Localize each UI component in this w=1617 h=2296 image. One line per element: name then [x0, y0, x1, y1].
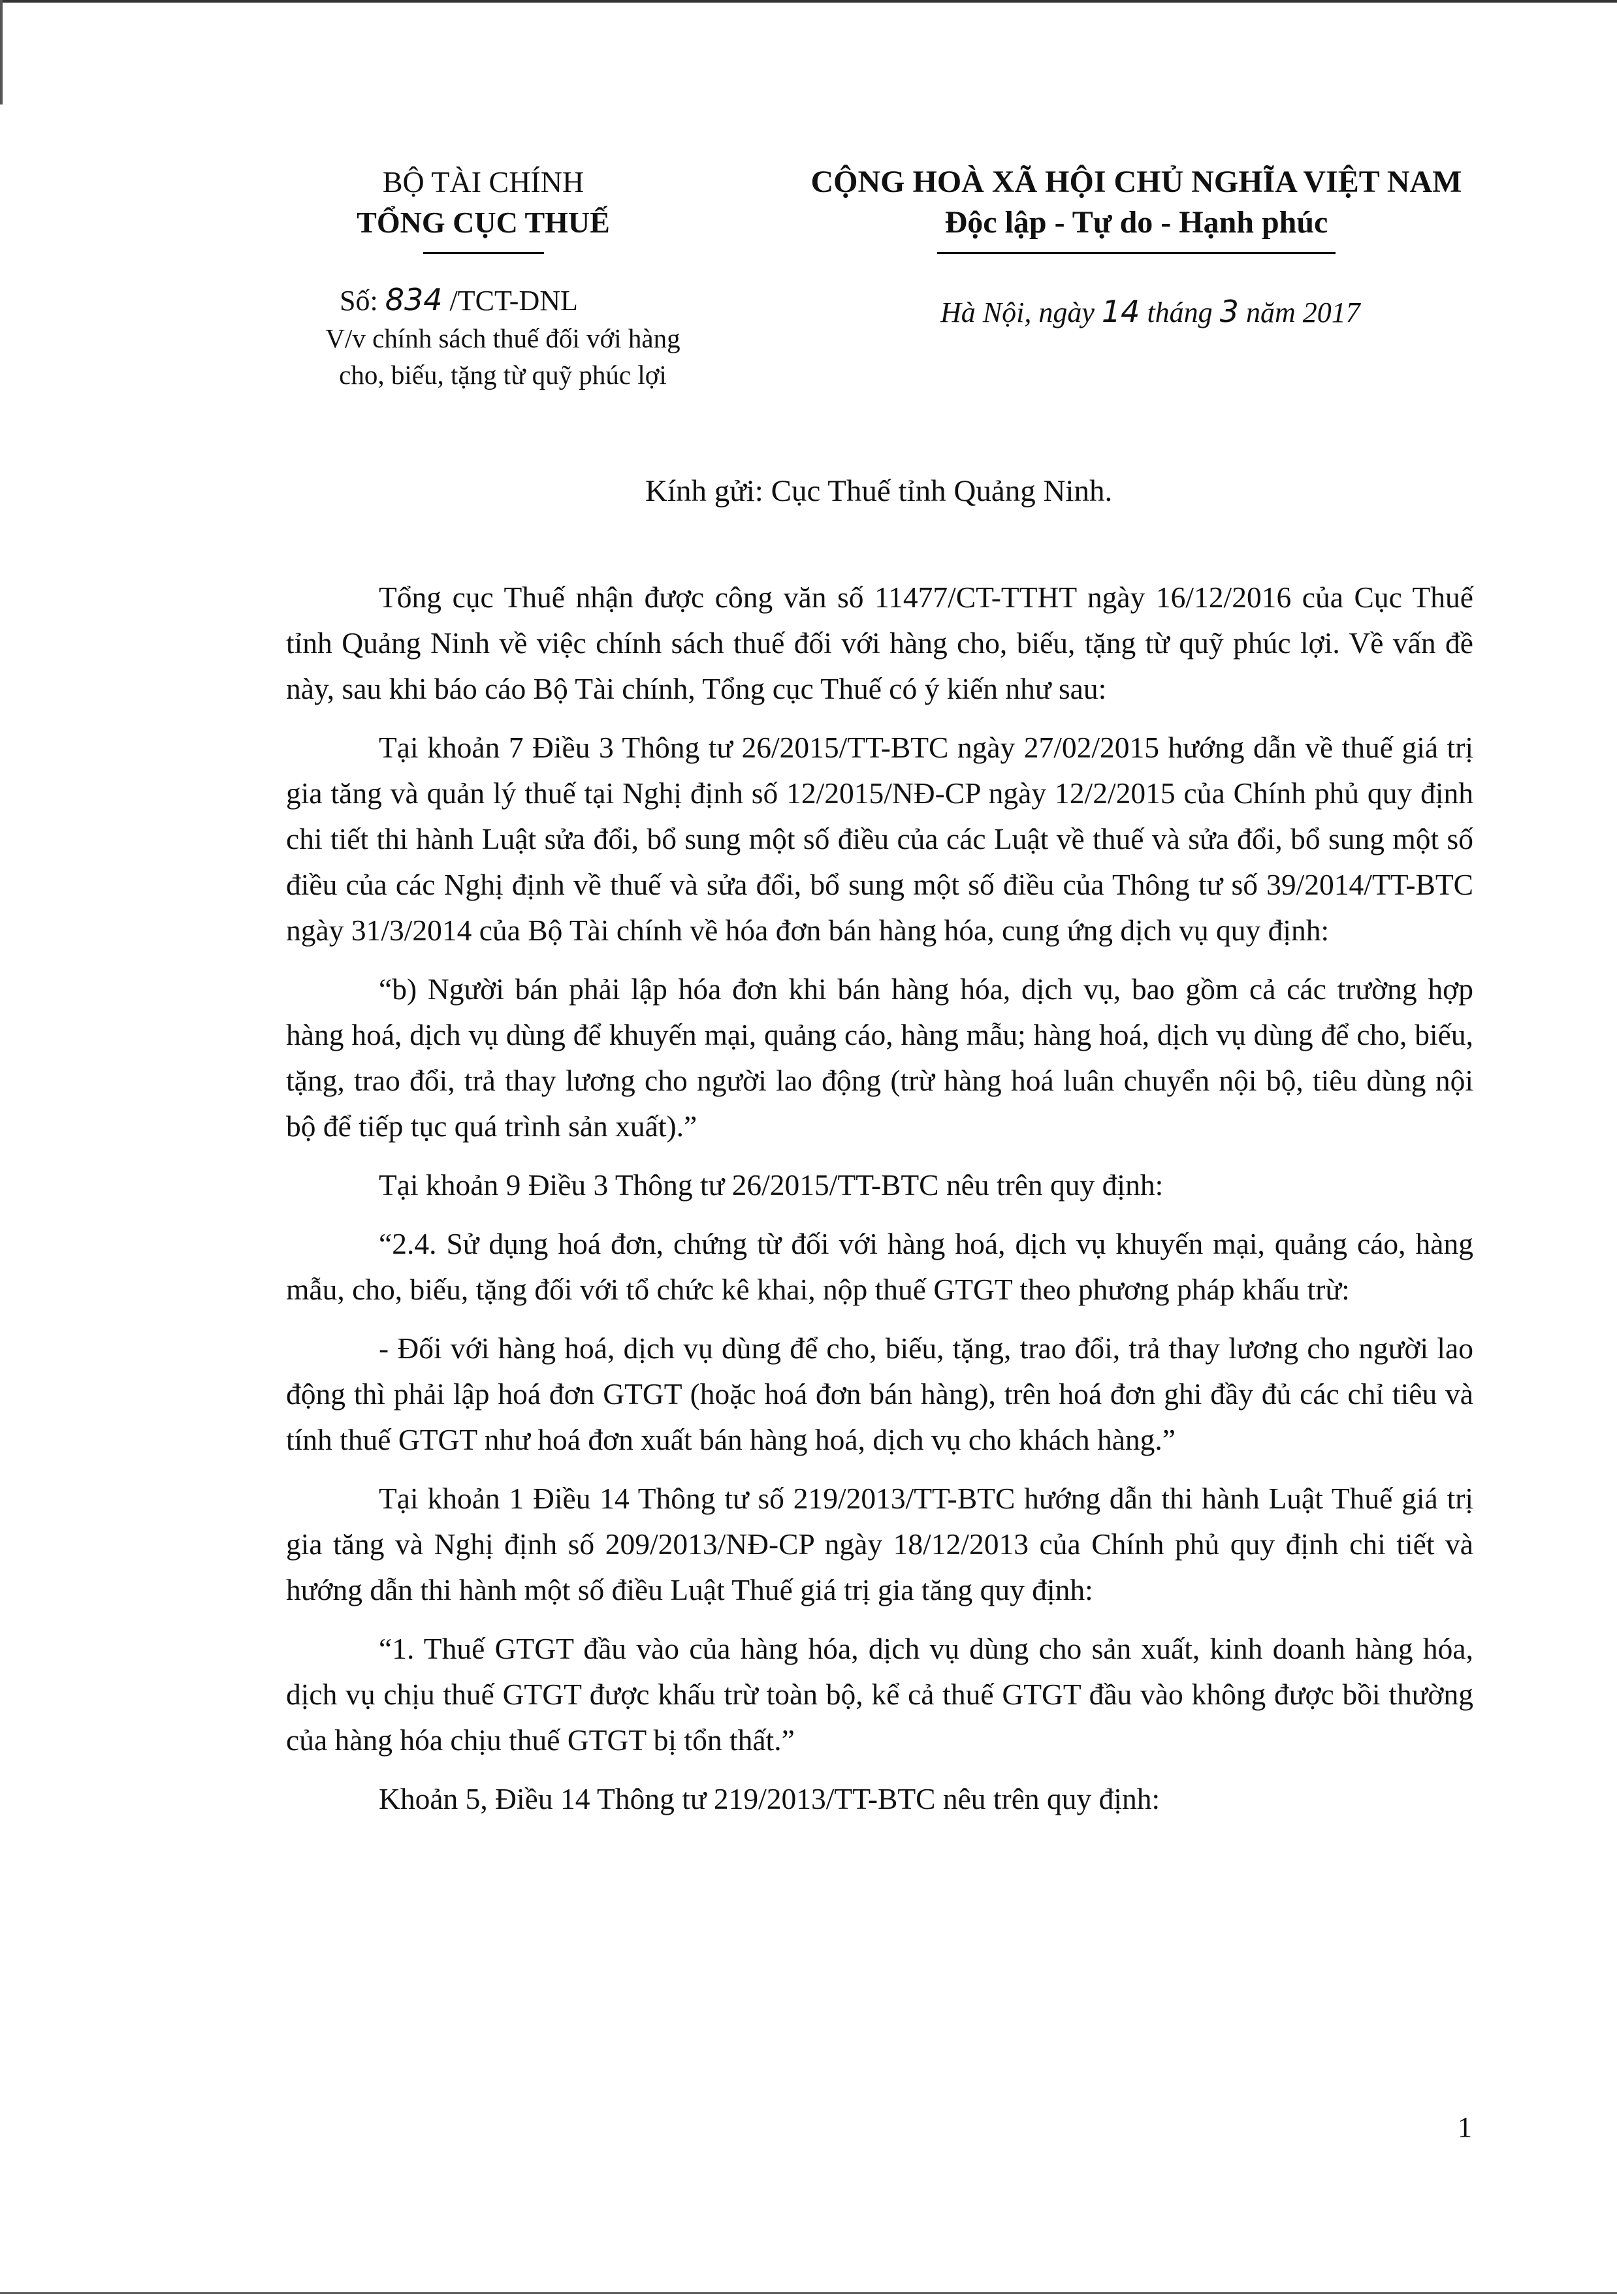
body-paragraph: Tại khoản 9 Điều 3 Thông tư 26/2015/TT-BTC nêu trên quy định: [379, 1168, 1164, 1202]
document-body [286, 575, 1473, 1835]
nation-name: CỘNG HOÀ XÃ HỘI CHỦ NGHĨA VIỆT NAM [810, 165, 1462, 199]
quoted-paragraph: - Đối với hàng hoá, dịch vụ dùng để cho, biếu, tặng, trao đổi, trả thay lương cho người lao động thì phải lập hoá đơn GTGT (hoặc hoá đơn bán hàng), trên hoá đơn ghi đầy đủ các chỉ tiêu và tính thuế GTGT như hoá đơn xuất bán hàng hoá, dịch vụ cho khách hàng.” [286, 1331, 1473, 1456]
body-paragraph: Khoản 5, Điều 14 Thông tư 219/2013/TT-BTC nêu trên quy định: [379, 1782, 1161, 1815]
national-heading [764, 162, 1509, 254]
scan-edge-top [0, 0, 1617, 3]
motto-underline [937, 252, 1336, 254]
doc-number-prefix: Số: [340, 285, 378, 317]
quoted-paragraph: “2.4. Sử dụng hoá đơn, chứng từ đối với hàng hoá, dịch vụ khuyến mại, quảng cáo, hàng mẫu, cho, biếu, tặng đối với tổ chức kê khai, nộp thuế GTGT theo phương pháp khấu trừ: [286, 1227, 1473, 1306]
doc-number-suffix: /TCT-DNL [449, 285, 578, 317]
quoted-paragraph: “1. Thuế GTGT đầu vào của hàng hóa, dịch vụ dùng cho sản xuất, kinh doanh hàng hóa, dịch vụ chịu thuế GTGT được khấu trừ toàn bộ, kể cả thuế GTGT đầu vào không được bồi thường của hàng hóa chịu thuế GTGT bị tổn thất.” [286, 1632, 1473, 1757]
body-paragraph: Tổng cục Thuế nhận được công văn số 11477/CT-TTHT ngày 16/12/2016 của Cục Thuế tỉnh Quảng Ninh về việc chính sách thuế đối với hàng cho, biếu, tặng từ quỹ phúc lợi. Về vấn đề này, sau khi báo cáo Bộ Tài chính, Tổng cục Thuế có ý kiến như sau: [286, 581, 1473, 705]
document-subject [261, 320, 744, 393]
scan-edge-left [0, 0, 3, 104]
national-motto: Độc lập - Tự do - Hạnh phúc [944, 205, 1328, 240]
page-number: 1 [1458, 2111, 1472, 2143]
recipient-line: Kính gửi: Cục Thuế tỉnh Quảng Ninh. [645, 474, 1113, 508]
issuer-block [261, 162, 705, 254]
document-number [340, 282, 578, 317]
scan-edge-bottom [0, 2292, 1617, 2294]
ministry-name: BỘ TÀI CHÍNH [382, 165, 584, 199]
issuer-underline [423, 252, 544, 254]
date-day-handwritten: 14 [1101, 294, 1140, 329]
date-year: năm 2017 [1245, 296, 1360, 328]
agency-name: TỔNG CỤC THUẾ [357, 206, 610, 239]
quoted-paragraph: “b) Người bán phải lập hóa đơn khi bán hàng hóa, dịch vụ, bao gồm cả các trường hợp hàng hoá, dịch vụ dùng để khuyến mại, quảng cáo, hàng mẫu; hàng hoá, dịch vụ dùng để cho, biếu, tặng, trao đổi, trả thay lương cho người lao động (trừ hàng hoá luân chuyển nội bộ, tiêu dùng nội bộ để tiếp tục quá trình sản xuất).” [286, 972, 1473, 1143]
body-paragraph: Tại khoản 1 Điều 14 Thông tư số 219/2013/TT-BTC hướng dẫn thi hành Luật Thuế giá trị gia tăng và Nghị định số 209/2013/NĐ-CP ngày 18/12/2013 của Chính phủ quy định chi tiết và hướng dẫn thi hành một số điều Luật Thuế giá trị gia tăng quy định: [286, 1482, 1473, 1606]
subject-line: cho, biếu, tặng từ quỹ phúc lợi [339, 360, 667, 390]
date-line [940, 294, 1360, 329]
date-month-handwritten: 3 [1219, 294, 1239, 329]
date-place: Hà Nội, ngày [940, 296, 1095, 328]
date-month-label: tháng [1147, 296, 1213, 328]
subject-line: V/v chính sách thuế đối với hàng [325, 323, 680, 353]
doc-number-handwritten: 834 [385, 282, 443, 317]
body-paragraph: Tại khoản 7 Điều 3 Thông tư 26/2015/TT-BTC ngày 27/02/2015 hướng dẫn về thuế giá trị gia tăng và quản lý thuế tại Nghị định số 12/2015/NĐ-CP ngày 12/2/2015 của Chính phủ quy định chi tiết thi hành Luật sửa đổi, bổ sung một số điều của các Luật về thuế và sửa đổi, bổ sung một số điều của các Nghị định về thuế và sửa đổi, bổ sung một số điều của Thông tư số 39/2014/TT-BTC ngày 31/3/2014 của Bộ Tài chính về hóa đơn bán hàng hóa, cung ứng dịch vụ quy định: [286, 731, 1473, 947]
